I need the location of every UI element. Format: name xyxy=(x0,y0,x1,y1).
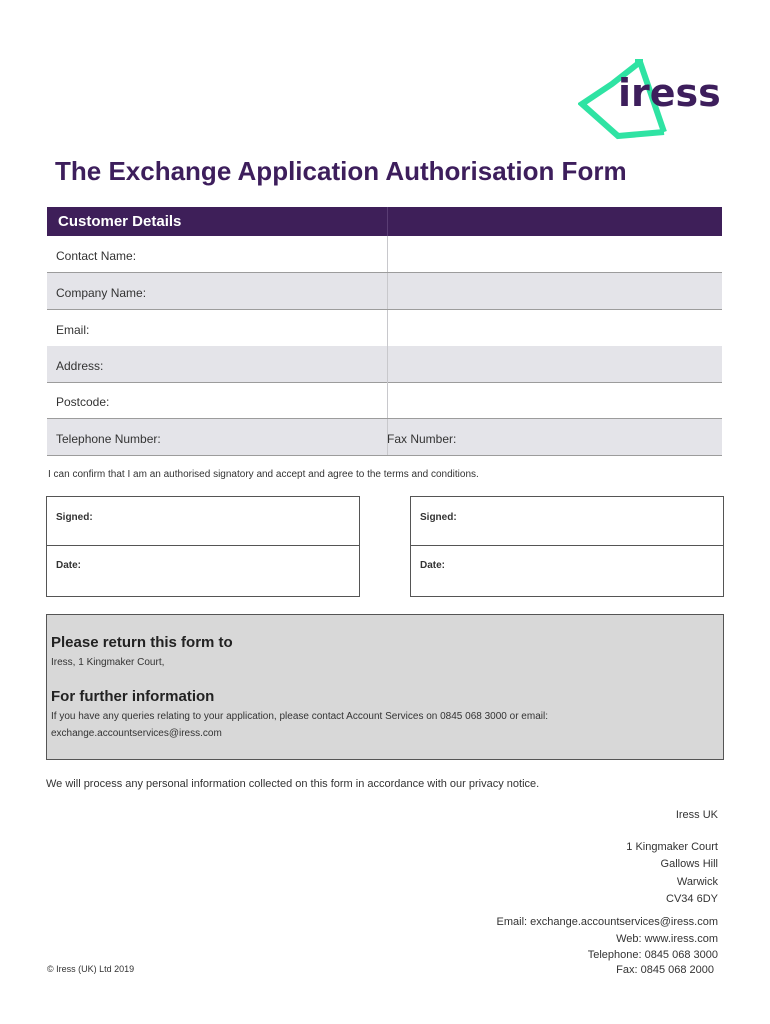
company-name-row[interactable] xyxy=(47,273,722,310)
copyright: © Iress (UK) Ltd 2019 xyxy=(47,964,135,974)
row-divider xyxy=(387,310,388,346)
header-divider xyxy=(387,207,388,236)
address-line-1: 1 Kingmaker Court xyxy=(626,841,718,853)
further-info-text: If you have any queries relating to your application, please contact Account Services on 0845 068 3000 or email: xyxy=(51,711,548,722)
address-line-2: Gallows Hill xyxy=(660,858,718,870)
contact-email[interactable]: Email: exchange.accountservices@iress.com xyxy=(496,916,718,928)
address-line-3: Warwick xyxy=(676,876,718,888)
signature-divider-right xyxy=(411,545,723,546)
return-info-box xyxy=(46,614,724,760)
iress-logo xyxy=(578,56,721,146)
contact-web[interactable]: Web: www.iress.com xyxy=(616,933,718,945)
address-postcode: CV34 6DY xyxy=(666,893,718,905)
telephone-label: Telephone Number: xyxy=(56,432,161,446)
company-name-label: Company Name: xyxy=(56,286,147,300)
address-label: Address: xyxy=(56,359,104,373)
postcode-label: Postcode: xyxy=(56,395,110,409)
customer-details-header xyxy=(47,207,722,236)
date-label-right: Date: xyxy=(420,560,446,571)
signature-box-left[interactable] xyxy=(46,496,360,597)
signature-box-right[interactable] xyxy=(410,496,724,597)
logo-wordmark: iress xyxy=(618,71,721,115)
row-divider xyxy=(387,273,388,309)
return-address: Iress, 1 Kingmaker Court, xyxy=(51,657,165,668)
signature-divider-left xyxy=(47,545,359,546)
company-name: Iress UK xyxy=(675,809,718,821)
contact-name-row[interactable] xyxy=(47,236,722,273)
privacy-notice: We will process any personal information collected on this form in accordance with our privacy notice. xyxy=(46,778,540,790)
contact-telephone: Telephone: 0845 068 3000 xyxy=(587,949,718,961)
date-label-left: Date: xyxy=(56,560,82,571)
return-heading: Please return this form to xyxy=(51,634,233,651)
customer-details-heading: Customer Details xyxy=(58,213,182,230)
email-label: Email: xyxy=(56,323,90,337)
contact-fax: Fax: 0845 068 2000 xyxy=(616,964,714,976)
row-divider xyxy=(387,382,388,418)
row-divider xyxy=(387,346,388,382)
row-divider xyxy=(387,236,388,272)
email-row[interactable] xyxy=(47,310,722,347)
fax-label: Fax Number: xyxy=(387,432,457,446)
further-info-heading: For further information xyxy=(51,688,215,705)
page-title: The Exchange Application Authorisation Form xyxy=(55,156,627,186)
address-row[interactable] xyxy=(47,346,722,383)
postcode-row[interactable] xyxy=(47,382,722,419)
contact-name-label: Contact Name: xyxy=(56,249,137,263)
signed-label-left: Signed: xyxy=(56,512,93,523)
confirm-statement: I can confirm that I am an authorised signatory and accept and agree to the terms and conditions. xyxy=(48,469,479,480)
further-info-email[interactable]: exchange.accountservices@iress.com xyxy=(51,728,222,739)
telephone-fax-row[interactable] xyxy=(47,419,722,456)
signed-label-right: Signed: xyxy=(420,512,457,523)
